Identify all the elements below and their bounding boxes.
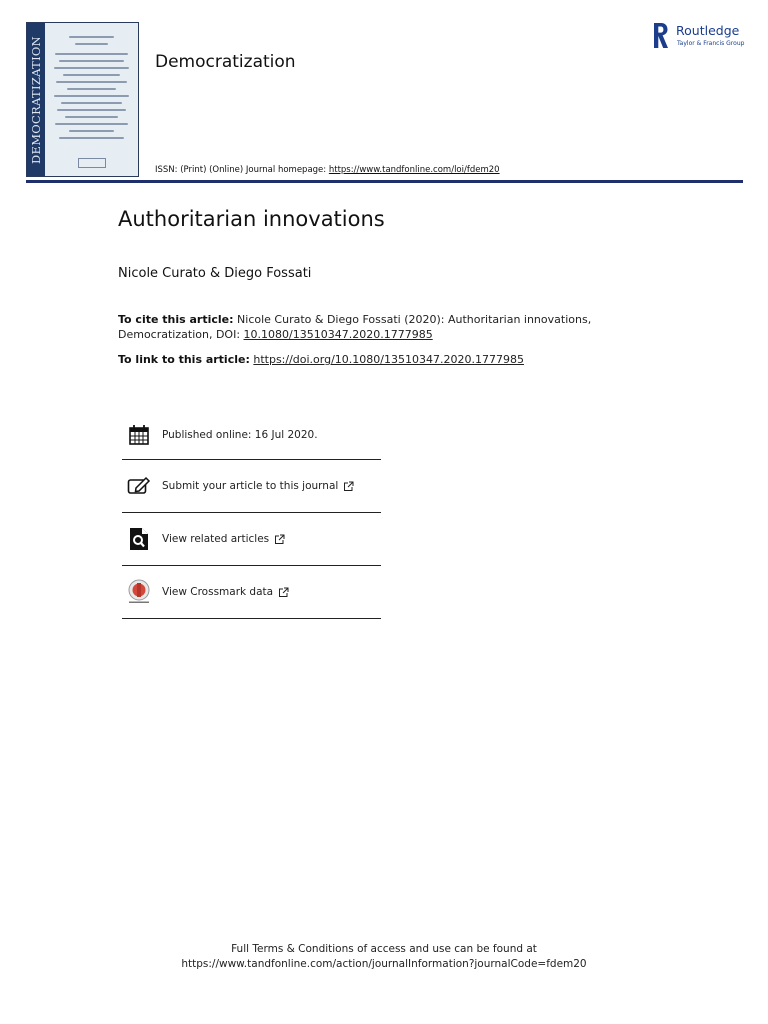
cite-text: Nicole Curato & Diego Fossati (2020): Authoritarian innovations, Democratization, DOI: <box>118 313 592 341</box>
submit-article-label: Submit your article to this journal <box>162 480 339 492</box>
header-divider <box>26 180 743 183</box>
article-links-list <box>122 410 381 619</box>
routledge-logo[interactable] <box>652 22 748 50</box>
cover-spine-text: DEMOCRATIZATION <box>29 35 43 164</box>
article-url-link[interactable]: https://doi.org/10.1080/13510347.2020.1777985 <box>253 353 524 366</box>
external-link-icon <box>274 534 285 545</box>
link-label: To link to this article: <box>118 353 250 366</box>
calendar-icon <box>126 422 152 448</box>
article-link-block <box>118 353 524 366</box>
search-document-icon <box>126 526 152 552</box>
published-online-label: Published online: 16 Jul 2020. <box>162 428 318 441</box>
related-articles-link[interactable] <box>122 513 381 566</box>
issn-line <box>155 165 500 175</box>
cover-body <box>45 23 138 176</box>
terms-footer <box>0 942 768 972</box>
citation-block <box>118 312 638 342</box>
crossmark-link[interactable] <box>122 566 381 619</box>
cite-label: To cite this article: <box>118 313 234 326</box>
article-authors: Nicole Curato & Diego Fossati <box>118 266 312 281</box>
terms-text: Full Terms & Conditions of access and use can be found at <box>231 943 537 955</box>
journal-title: Democratization <box>155 52 296 72</box>
cover-spine <box>27 23 45 176</box>
external-link-icon <box>343 481 354 492</box>
crossmark-icon <box>126 579 152 605</box>
edit-icon <box>126 473 152 499</box>
cover-publisher-logo <box>78 158 106 168</box>
publisher-subtitle: Taylor & Francis Group <box>677 40 745 47</box>
published-online-row <box>122 410 381 460</box>
journal-cover-image <box>26 22 139 177</box>
publisher-name: Routledge <box>676 23 740 38</box>
issn-label: ISSN: (Print) (Online) Journal homepage: <box>155 165 327 175</box>
doi-link[interactable]: 10.1080/13510347.2020.1777985 <box>243 328 433 341</box>
crossmark-label: View Crossmark data <box>162 586 274 598</box>
routledge-mark-icon <box>652 22 669 49</box>
article-title: Authoritarian innovations <box>118 207 385 231</box>
journal-homepage-link[interactable]: https://www.tandfonline.com/loi/fdem20 <box>328 165 500 175</box>
external-link-icon <box>278 587 289 598</box>
submit-article-link[interactable] <box>122 460 381 513</box>
terms-url-link[interactable]: https://www.tandfonline.com/action/journalInformation?journalCode=fdem20 <box>181 958 587 970</box>
related-articles-label: View related articles <box>162 533 270 545</box>
